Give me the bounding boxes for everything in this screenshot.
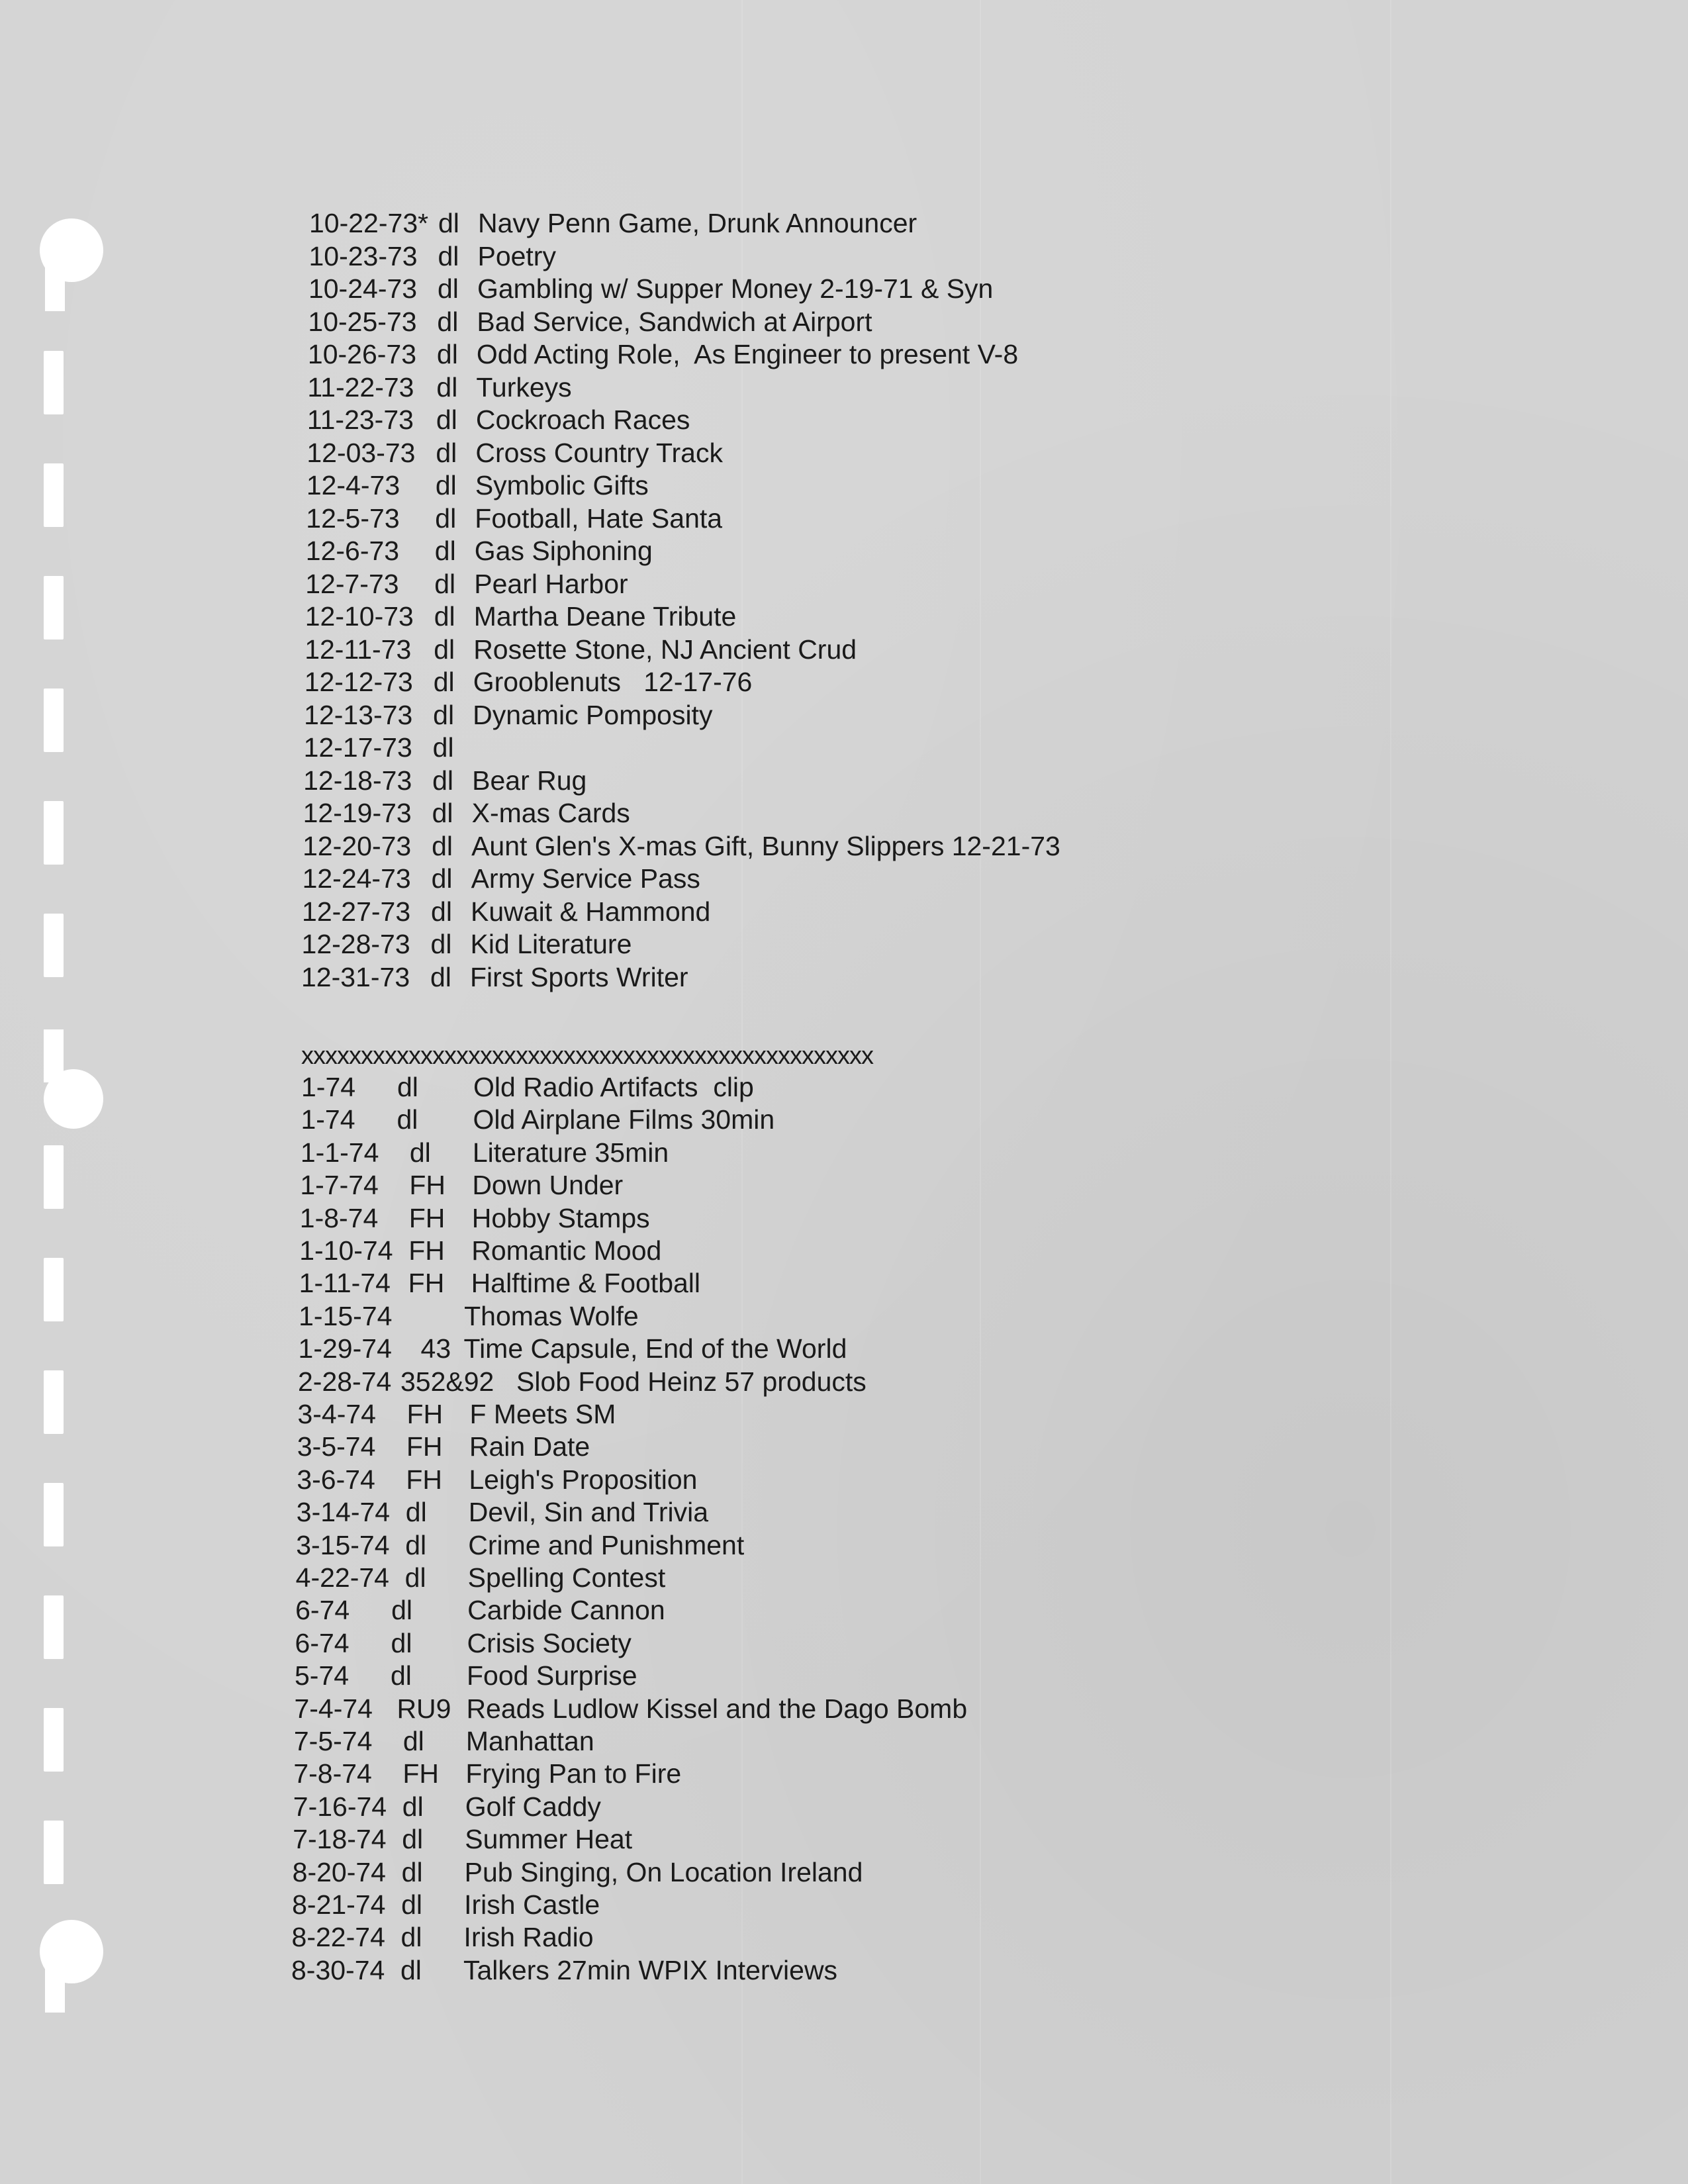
entry-title: Frying Pan to Fire bbox=[465, 1758, 682, 1789]
entry-date: 12-11-73 bbox=[305, 634, 412, 665]
entry-date: 7-4-74 bbox=[294, 1693, 373, 1724]
entry-code: FH bbox=[406, 1399, 444, 1429]
entry-title: Odd Acting Role, As Engineer to present V-8 bbox=[476, 339, 1019, 369]
entry-code: dl bbox=[435, 470, 457, 500]
entry-date: 3-6-74 bbox=[297, 1464, 375, 1495]
entry-code: dl bbox=[436, 404, 457, 435]
entry-date: 3-15-74 bbox=[296, 1529, 390, 1560]
entry-date: 11-22-73 bbox=[307, 371, 414, 403]
entry-code: FH bbox=[408, 1202, 445, 1233]
entry-date: 1-1-74 bbox=[300, 1137, 379, 1168]
entry-code: 352&92 bbox=[400, 1366, 494, 1397]
separator-line: xxxxxxxxxxxxxxxxxxxxxxxxxxxxxxxxxxxxxxxxxxxxxxxx bbox=[301, 1042, 873, 1070]
entry-code: dl bbox=[434, 536, 456, 566]
entry-title: Bear Rug bbox=[472, 765, 587, 796]
entry-title: F Meets SM bbox=[469, 1399, 616, 1429]
entry-date: 10-26-73 bbox=[307, 339, 417, 369]
entry-code: dl bbox=[405, 1529, 427, 1560]
entry-date: 12-20-73 bbox=[303, 830, 412, 861]
entry-title: Carbide Cannon bbox=[467, 1595, 665, 1626]
entry-date: 1-7-74 bbox=[300, 1170, 379, 1201]
entry-title: X-mas Cards bbox=[471, 798, 630, 828]
entry-title: Slob Food Heinz 57 products bbox=[516, 1366, 867, 1397]
entry-code: FH bbox=[408, 1268, 445, 1299]
entry-title: Rain Date bbox=[469, 1431, 590, 1462]
entry-code: dl bbox=[434, 568, 456, 599]
entry-title: Cockroach Races bbox=[475, 404, 690, 435]
entry-code: dl bbox=[433, 699, 455, 730]
entry-title: Poetry bbox=[477, 240, 556, 271]
entry-date: 12-13-73 bbox=[304, 699, 413, 730]
entry-date: 7-5-74 bbox=[293, 1726, 373, 1756]
entry-code: dl bbox=[402, 1824, 424, 1855]
entry-date: 1-11-74 bbox=[299, 1268, 391, 1299]
entry-code: dl bbox=[430, 929, 452, 959]
entry-code: dl bbox=[438, 208, 459, 238]
entry-date: 1-10-74 bbox=[299, 1235, 393, 1266]
entry-date: 7-18-74 bbox=[293, 1824, 387, 1855]
entry-title: Old Radio Artifacts clip bbox=[473, 1072, 754, 1102]
entry-code: FH bbox=[408, 1235, 445, 1266]
entry-date: 12-5-73 bbox=[306, 502, 400, 534]
entry-date: 7-16-74 bbox=[293, 1791, 387, 1822]
entry-code: dl bbox=[432, 798, 453, 828]
entry-date: 12-10-73 bbox=[305, 601, 414, 632]
entry-title: Dynamic Pomposity bbox=[473, 699, 713, 730]
entry-code: FH bbox=[409, 1170, 445, 1201]
entry-date: 8-22-74 bbox=[291, 1922, 385, 1953]
entry-title: Army Service Pass bbox=[471, 863, 700, 894]
entry-title: Thomas Wolfe bbox=[464, 1300, 639, 1331]
entry-title: Martha Deane Tribute bbox=[473, 601, 737, 632]
entry-date: 3-4-74 bbox=[297, 1399, 376, 1429]
entry-code: dl bbox=[402, 1791, 424, 1822]
entry-title: Gambling w/ Supper Money 2-19-71 & Syn bbox=[477, 273, 994, 304]
entry-code: RU9 bbox=[397, 1693, 451, 1724]
entry-title: Bad Service, Sandwich at Airport bbox=[477, 306, 872, 337]
entry-date: 12-27-73 bbox=[302, 896, 411, 927]
entry-code: dl bbox=[409, 1137, 431, 1168]
entry-title: Halftime & Football bbox=[471, 1268, 701, 1299]
entry-date: 1-15-74 bbox=[299, 1300, 393, 1331]
entry-title: Hobby Stamps bbox=[471, 1202, 650, 1233]
entry-date: 3-5-74 bbox=[297, 1431, 376, 1462]
entry-title: Food Surprise bbox=[467, 1660, 637, 1691]
entry-code: dl bbox=[437, 306, 459, 337]
entry-title: Aunt Glen's X-mas Gift, Bunny Slippers 12-21-73 bbox=[471, 830, 1060, 861]
entry-date: 12-7-73 bbox=[305, 568, 399, 599]
entry-title: Crime and Punishment bbox=[468, 1529, 745, 1560]
entry-code: dl bbox=[402, 1726, 424, 1756]
entry-code: dl bbox=[436, 339, 458, 369]
entry-code: dl bbox=[391, 1627, 412, 1658]
entry-code: dl bbox=[391, 1595, 413, 1626]
entry-date: 8-21-74 bbox=[292, 1889, 386, 1920]
entry-code: dl bbox=[432, 765, 454, 796]
entry-date: 3-14-74 bbox=[296, 1497, 391, 1528]
entry-code: dl bbox=[438, 240, 459, 271]
entry-code: dl bbox=[401, 1889, 423, 1920]
entry-date: 6-74 bbox=[295, 1627, 350, 1658]
entry-title: Navy Penn Game, Drunk Announcer bbox=[478, 208, 917, 238]
entry-title: Grooblenuts 12-17-76 bbox=[473, 667, 753, 697]
entry-title: Time Capsule, End of the World bbox=[463, 1333, 847, 1364]
entry-code: dl bbox=[432, 830, 453, 861]
entry-title: Down Under bbox=[472, 1170, 624, 1201]
entry-code: dl bbox=[436, 371, 458, 403]
entry-code: dl bbox=[434, 634, 455, 665]
entry-code: dl bbox=[437, 273, 459, 304]
entry-title: First Sports Writer bbox=[470, 961, 688, 992]
entry-title: Spelling Contest bbox=[467, 1562, 666, 1593]
entry-date: 11-23-73 bbox=[306, 404, 414, 435]
entry-title: Manhattan bbox=[465, 1726, 594, 1756]
entry-title: Devil, Sin and Trivia bbox=[468, 1497, 709, 1528]
entry-date: 10-24-73 bbox=[308, 273, 418, 304]
entry-title: Kid Literature bbox=[470, 929, 632, 959]
entry-title: Pub Singing, On Location Ireland bbox=[464, 1856, 863, 1887]
entry-code: dl bbox=[397, 1072, 418, 1102]
entry-date: 1-74 bbox=[301, 1104, 355, 1135]
entry-code: dl bbox=[401, 1856, 423, 1887]
entry-date: 12-19-73 bbox=[303, 798, 412, 828]
entry-date: 10-23-73 bbox=[308, 240, 418, 271]
entry-date: 8-20-74 bbox=[292, 1856, 386, 1887]
entry-date: 7-8-74 bbox=[293, 1758, 372, 1789]
entry-code: dl bbox=[431, 863, 453, 894]
entry-title: Football, Hate Santa bbox=[475, 502, 723, 534]
entry-date: 12-31-73 bbox=[301, 961, 410, 992]
entry-title: Old Airplane Films 30min bbox=[473, 1104, 775, 1135]
entry-date: 12-18-73 bbox=[303, 765, 412, 796]
entry-title: Irish Radio bbox=[463, 1922, 594, 1953]
entry-code: FH bbox=[402, 1758, 439, 1789]
entry-code: dl bbox=[405, 1497, 427, 1528]
entry-title: Pearl Harbor bbox=[474, 568, 628, 599]
entry-code: dl bbox=[435, 502, 457, 534]
entry-title: Irish Castle bbox=[464, 1889, 600, 1920]
entry-title: Summer Heat bbox=[465, 1824, 633, 1855]
entry-code: FH bbox=[406, 1431, 443, 1462]
entry-date: 1-29-74 bbox=[298, 1333, 392, 1364]
entry-code: dl bbox=[436, 437, 457, 468]
entry-date: 12-03-73 bbox=[306, 437, 416, 468]
entry-code: dl bbox=[430, 961, 451, 992]
entry-date: 10-22-73* bbox=[309, 208, 429, 238]
entry-code: dl bbox=[391, 1660, 412, 1691]
entry-date: 1-74 bbox=[301, 1072, 356, 1102]
entry-date: 12-4-73 bbox=[306, 470, 400, 500]
entry-title: Symbolic Gifts bbox=[475, 470, 649, 500]
entry-code: dl bbox=[400, 1922, 422, 1953]
entry-date: 5-74 bbox=[295, 1660, 350, 1691]
entry-title: Talkers 27min WPIX Interviews bbox=[463, 1954, 838, 1985]
entry-title: Cross Country Track bbox=[475, 437, 723, 468]
entry-title: Turkeys bbox=[476, 371, 572, 403]
entry-title: Crisis Society bbox=[467, 1627, 632, 1658]
entry-title: Literature 35min bbox=[472, 1137, 669, 1168]
entry-date: 6-74 bbox=[295, 1595, 350, 1626]
entry-code: FH bbox=[406, 1464, 442, 1495]
entry-date: 2-28-74 bbox=[298, 1366, 392, 1397]
entry-date: 4-22-74 bbox=[295, 1562, 389, 1593]
entry-title: Kuwait & Hammond bbox=[471, 896, 711, 927]
entry-date: 10-25-73 bbox=[308, 306, 417, 337]
entry-code: dl bbox=[404, 1562, 426, 1593]
entry-title: Gas Siphoning bbox=[474, 536, 653, 566]
entry-code: dl bbox=[432, 732, 454, 763]
entry-date: 12-6-73 bbox=[305, 536, 400, 566]
entry-date: 12-28-73 bbox=[301, 929, 410, 959]
entry-title: Rosette Stone, NJ Ancient Crud bbox=[473, 634, 857, 665]
entry-title: Reads Ludlow Kissel and the Dago Bomb bbox=[466, 1693, 968, 1724]
entry-date: 12-12-73 bbox=[304, 667, 413, 697]
entry-code: dl bbox=[400, 1954, 422, 1985]
entry-title: Golf Caddy bbox=[465, 1791, 601, 1822]
entry-title: Leigh's Proposition bbox=[469, 1464, 698, 1495]
entry-date: 12-17-73 bbox=[303, 732, 412, 763]
entry-title: Romantic Mood bbox=[471, 1235, 662, 1266]
entry-code: dl bbox=[433, 667, 455, 697]
entry-date: 1-8-74 bbox=[299, 1202, 379, 1233]
entry-code: dl bbox=[397, 1104, 418, 1135]
entry-code: dl bbox=[431, 896, 452, 927]
entry-date: 8-30-74 bbox=[291, 1954, 385, 1985]
entry-date: 12-24-73 bbox=[302, 863, 411, 894]
entry-code: 43 bbox=[420, 1333, 451, 1364]
entry-code: dl bbox=[434, 601, 455, 632]
